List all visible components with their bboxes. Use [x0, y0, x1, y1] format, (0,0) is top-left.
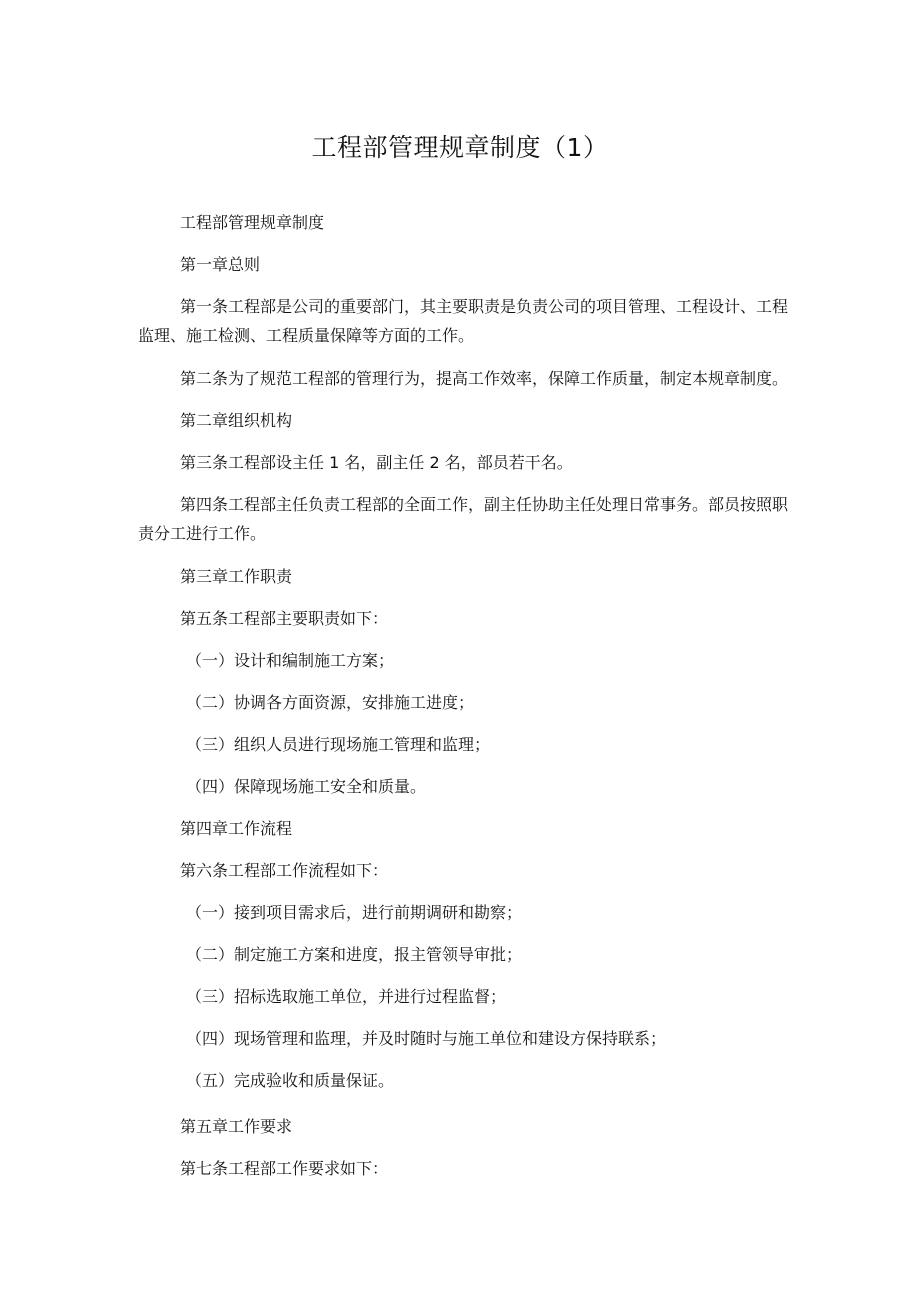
- list-item: （四）保障现场施工安全和质量。: [186, 777, 427, 796]
- chapter-heading: 第三章工作职责: [180, 567, 293, 586]
- document-title: 工程部管理规章制度（1）: [311, 133, 609, 162]
- list-item: （四）现场管理和监理，并及时随时与施工单位和建设方保持联系；: [186, 1029, 667, 1048]
- chapter-heading: 第四章工作流程: [180, 819, 293, 838]
- chapter-heading: 第一章总则: [180, 255, 261, 274]
- list-item: （二）协调各方面资源，安排施工进度；: [186, 693, 475, 712]
- chapter-heading: 第二章组织机构: [180, 411, 293, 430]
- paragraph-line: 责分工进行工作。: [138, 524, 267, 543]
- paragraph-line: 第四条工程部主任负责工程部的全面工作，副主任协助主任处理日常事务。部员按照职: [180, 495, 789, 514]
- paragraph-line: 第五条工程部主要职责如下：: [180, 609, 389, 628]
- subtitle-line: 工程部管理规章制度: [180, 213, 325, 232]
- list-item: （一）接到项目需求后，进行前期调研和勘察；: [186, 903, 523, 922]
- list-item: （一）设计和编制施工方案；: [186, 651, 395, 670]
- list-item: （三）组织人员进行现场施工管理和监理；: [186, 735, 491, 754]
- paragraph-line: 第六条工程部工作流程如下：: [180, 861, 389, 880]
- paragraph-line: 第三条工程部设主任 1 名，副主任 2 名，部员若干名。: [180, 453, 573, 472]
- list-item: （三）招标选取施工单位，并进行过程监督；: [186, 987, 507, 1006]
- chapter-heading: 第五章工作要求: [180, 1117, 293, 1136]
- paragraph-line: 第一条工程部是公司的重要部门，其主要职责是负责公司的项目管理、工程设计、工程: [180, 297, 789, 316]
- paragraph-line: 第七条工程部工作要求如下：: [180, 1159, 389, 1178]
- paragraph-line: 第二条为了规范工程部的管理行为，提高工作效率，保障工作质量，制定本规章制度。: [180, 369, 789, 388]
- paragraph-line: 监理、施工检测、工程质量保障等方面的工作。: [138, 326, 475, 345]
- list-item: （二）制定施工方案和进度，报主管领导审批；: [186, 945, 523, 964]
- list-item: （五）完成验收和质量保证。: [186, 1071, 395, 1090]
